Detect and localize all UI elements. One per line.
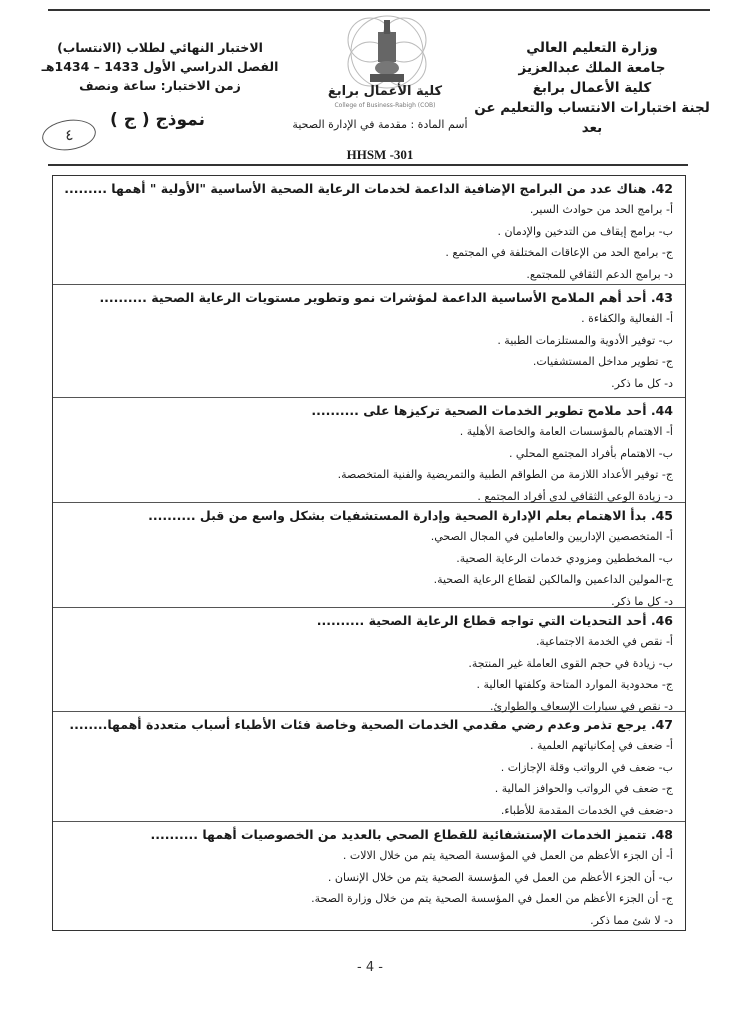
- question-text: أحد أهم الملامح الأساسية الداعمة لمؤشرات نمو وتطوير مستويات الرعاية الصحية ..........: [99, 290, 647, 305]
- answer-option: أ- الفعالية والكفاءة .: [581, 312, 673, 325]
- question-number: 44.: [650, 403, 673, 418]
- answer-option: د-ضعف في الخدمات المقدمة للأطباء.: [500, 803, 673, 817]
- answer-option: د- لا شئ مما ذكر.: [590, 913, 673, 927]
- answer-option: ب- توفير الأدوية والمستلزمات الطبية .: [497, 333, 673, 347]
- question-43: [53, 285, 685, 398]
- question-text: بدأ الاهتمام بعلم الإدارة الصحية وإدارة المستشفيات بشكل واسع من قبل ..........: [148, 508, 647, 523]
- answer-option: ج- ضعف في الرواتب والحوافز المالية .: [494, 782, 673, 795]
- question-stem: [53, 506, 673, 526]
- answer-option: د- كل ما ذكر.: [611, 376, 673, 390]
- question-stem: [53, 611, 673, 631]
- answer-option: د- برامج الدعم الثقافي للمجتمع.: [526, 267, 673, 281]
- answer-option: ج- برامج الحد من الإعاقات المختلفة في المجتمع .: [445, 246, 673, 259]
- question-number: 42.: [650, 181, 673, 196]
- university-logo: [330, 10, 445, 90]
- answer-option: د- نقص في سيارات الإسعاف والطوارئ.: [490, 699, 673, 713]
- question-44: [53, 398, 685, 503]
- answer-option: ب- الاهتمام بأفراد المجتمع المحلي .: [508, 446, 673, 460]
- question-47: [53, 712, 685, 822]
- answer-option: ج- أن الجزء الأعظم من العمل في المؤسسة الصحية يتم من خلال وزارة الصحة.: [311, 892, 673, 905]
- question-45: [53, 503, 685, 608]
- question-stem: [53, 179, 673, 199]
- college-logo-english: College of Business-Rabigh (COB): [334, 102, 436, 109]
- exam-title: الاختبار النهائي لطلاب (الانتساب): [57, 40, 263, 55]
- question-stem: [53, 825, 673, 845]
- answer-option: أ- نقص في الخدمة الاجتماعية.: [535, 635, 673, 648]
- answer-option: ج- تطوير مداخل المستشفيات.: [532, 355, 673, 368]
- answer-option: د- زيادة الوعي الثقافي لدى أفراد المجتمع .: [477, 489, 673, 503]
- question-46: [53, 608, 685, 712]
- header-rule: [48, 164, 688, 166]
- question-stem: [53, 715, 673, 735]
- university-name: جامعة الملك عبدالعزيز: [518, 60, 666, 76]
- answer-option: د- كل ما ذكر.: [611, 594, 673, 608]
- question-42: [53, 176, 685, 285]
- question-number: 45.: [650, 508, 673, 523]
- question-text: يرجع تذمر وعدم رضي مقدمي الخدمات الصحية وخاصة فئات الأطباء أسباب متعددة أهمها........: [69, 717, 647, 732]
- course-code: HHSM -301: [346, 147, 414, 162]
- exam-info: [40, 38, 280, 95]
- answer-option: أ- المتخصصين الإداريين والعاملين في المجال الصحي.: [430, 530, 673, 543]
- answer-option: أ- برامج الحد من حوادث السير.: [529, 203, 673, 216]
- answer-option: ج-المولين الداعمين والمالكين لقطاع الرعاية الصحية.: [433, 573, 673, 586]
- answer-option: ب- أن الجزء الأعظم من العمل في المؤسسة الصحية يتم من خلال الإنسان .: [327, 870, 673, 884]
- answer-option: أ- الاهتمام بالمؤسسات العامة والخاصة الأهلية .: [459, 425, 673, 438]
- question-stem: [53, 401, 673, 421]
- question-number: 48.: [650, 827, 673, 842]
- committee-name: لجنة اختبارات الانتساب والتعليم عن بعد: [474, 100, 710, 136]
- question-number: 47.: [650, 717, 673, 732]
- question-48: [53, 822, 685, 932]
- handwritten-page-mark: ٤: [40, 116, 98, 153]
- college-name-header: كلية الأعمال برابغ: [532, 80, 652, 96]
- answer-option: أ- أن الجزء الأعظم من العمل في المؤسسة الصحية يتم من خلال الالات .: [342, 849, 673, 862]
- question-number: 46.: [650, 613, 673, 628]
- question-text: أحد التحديات التي تواجه قطاع الرعاية الصحية ..........: [316, 613, 647, 628]
- question-text: تتميز الخدمات الإستشفائية للقطاع الصحي بالعديد من الخصوصيات أهمها ..........: [150, 827, 647, 842]
- exam-semester: الفصل الدراسي الأول 1433 – 1434هـ: [41, 59, 279, 74]
- page-number: - 4 -: [357, 960, 383, 975]
- question-stem: [53, 288, 673, 308]
- exam-duration: زمن الاختبار: ساعة ونصف: [79, 78, 241, 93]
- ministry-name: وزارة التعليم العالي: [526, 40, 658, 56]
- subject-name: أسم المادة : مقدمة في الإدارة الصحية: [292, 118, 468, 131]
- answer-option: ب- زيادة في حجم القوى العاملة غير المنتجة.: [468, 656, 673, 670]
- question-text: هناك عدد من البرامج الإضافية الداعمة لخدمات الرعاية الصحية الأساسية "الأولية " أهمها .........: [64, 181, 647, 196]
- question-number: 43.: [650, 290, 673, 305]
- questions-box: [52, 175, 686, 931]
- answer-option: أ- ضعف في إمكانياتهم العلمية .: [530, 739, 673, 752]
- question-text: أحد ملامح تطوير الخدمات الصحية تركيزها على ..........: [311, 403, 647, 418]
- answer-option: ب- ضعف في الرواتب وقلة الإجازات .: [500, 760, 673, 774]
- institution-header: [467, 38, 717, 138]
- exam-model: نموذج ( ج ): [110, 110, 205, 130]
- answer-option: ج- محدودية الموارد المتاحة وكلفتها العالية .: [476, 678, 673, 691]
- college-logo-name: كلية الأعمال برابغ: [327, 84, 443, 99]
- answer-option: ب- برامج إيقاف من التدخين والإدمان .: [497, 224, 673, 238]
- answer-option: ج- توفير الأعداد اللازمة من الطواقم الطبية والتمريضية والفنية المتخصصة.: [337, 468, 673, 481]
- answer-option: ب- المخططين ومزودي خدمات الرعاية الصحية.: [456, 551, 673, 565]
